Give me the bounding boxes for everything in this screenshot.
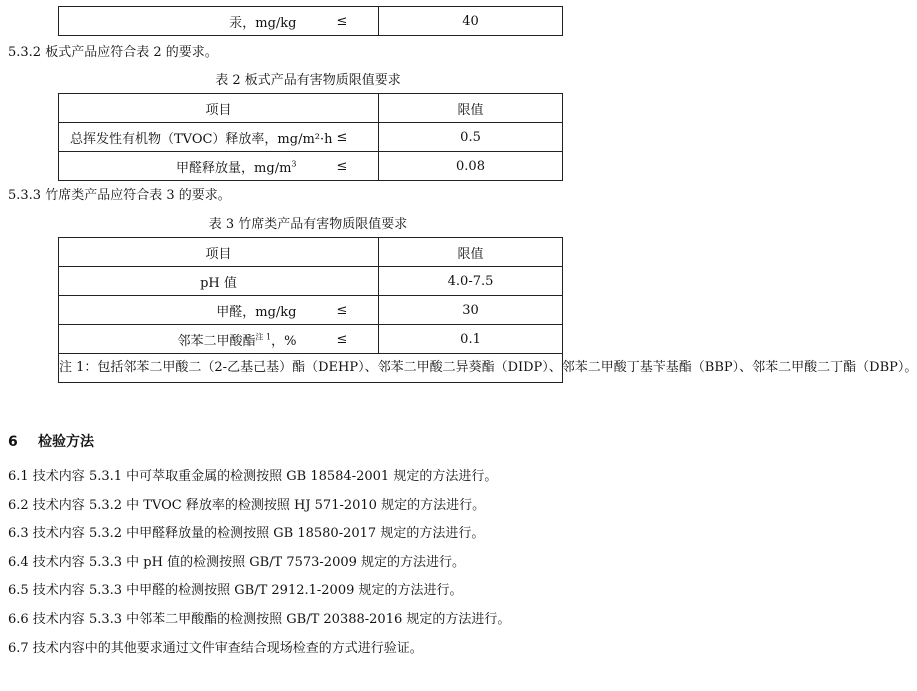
table-cell-value: 0.5 xyxy=(379,123,563,152)
table-row xyxy=(59,152,563,181)
list-item: 6.6 技术内容 5.3.3 中邻苯二甲酸酯的检测按照 GB/T 20388-2016 规定的方法进行。 xyxy=(8,612,511,627)
list-item: 6.1 技术内容 5.3.1 中可萃取重金属的检测按照 GB 18584-2001 规定的方法进行。 xyxy=(8,469,498,484)
section-number: 6 xyxy=(8,434,18,450)
header-limit: 限值 xyxy=(379,238,563,267)
table-3 xyxy=(58,237,917,383)
table-header-row xyxy=(59,238,563,267)
section-6-heading xyxy=(8,431,94,451)
header-item: 项目 xyxy=(59,94,379,123)
header-limit: 限值 xyxy=(379,94,563,123)
table-cell-item: pH 值 xyxy=(59,267,379,296)
table-row xyxy=(59,123,563,152)
section-5-3-3-text: 5.3.3 竹席类产品应符合表 3 的要求。 xyxy=(8,188,231,203)
table-cell-value: 30 xyxy=(379,296,563,325)
list-item: 6.7 技术内容中的其他要求通过文件审查结合现场检查的方式进行验证。 xyxy=(8,641,423,656)
table-2-caption: 表 2 板式产品有害物质限值要求 xyxy=(215,73,401,88)
table-cell-item: 总挥发性有机物（TVOC）释放率，mg/m²·h xyxy=(59,123,337,152)
table-cell-operator: ≤ xyxy=(337,296,379,325)
table-note: 注 1：包括邻苯二甲酸二（2-乙基己基）酯（DEHP）、邻苯二甲酸二异葵酯（DIDP）、邻苯二甲酸丁基苄基酯（BBP）、邻苯二甲酸二丁酯（DBP）。 xyxy=(59,354,563,383)
section-5-3-2-text: 5.3.2 板式产品应符合表 2 的要求。 xyxy=(8,45,218,60)
footnote-ref: 注 1 xyxy=(255,332,272,342)
item-text: 甲醛释放量，mg/m xyxy=(176,160,292,176)
item-suffix: ，% xyxy=(271,333,297,349)
table-header-row xyxy=(59,94,563,123)
table-cell-operator: ≤ xyxy=(337,7,379,36)
list-item: 6.2 技术内容 5.3.2 中 TVOC 释放率的检测按照 HJ 571-2010 规定的方法进行。 xyxy=(8,498,486,513)
list-item: 6.3 技术内容 5.3.2 中甲醛释放量的检测按照 GB 18580-2017 规定的方法进行。 xyxy=(8,526,485,541)
table-note-row xyxy=(59,354,563,383)
list-item: 6.4 技术内容 5.3.3 中 pH 值的检测按照 GB/T 7573-2009 规定的方法进行。 xyxy=(8,555,466,570)
table-cell-operator: ≤ xyxy=(337,123,379,152)
table-cell-item: 甲醛，mg/kg xyxy=(59,296,337,325)
table-cell-value: 0.1 xyxy=(379,325,563,354)
table-row xyxy=(59,296,563,325)
table-cell-value: 40 xyxy=(379,7,563,36)
table-row xyxy=(59,7,563,36)
superscript: 3 xyxy=(291,159,297,169)
table-cell-item xyxy=(59,152,337,181)
table-cell-operator: ≤ xyxy=(337,325,379,354)
table-cell-item: 汞，mg/kg xyxy=(59,7,337,36)
table-cell-value: 4.0-7.5 xyxy=(379,267,563,296)
list-item: 6.5 技术内容 5.3.3 中甲醛的检测按照 GB/T 2912.1-2009 规定的方法进行。 xyxy=(8,583,463,598)
table-row xyxy=(59,267,563,296)
item-text: 邻苯二甲酸酯 xyxy=(177,333,256,349)
section-title: 检验方法 xyxy=(38,434,94,450)
table-3-caption: 表 3 竹席类产品有害物质限值要求 xyxy=(208,217,408,232)
table-2 xyxy=(58,93,563,181)
table-cell-value: 0.08 xyxy=(379,152,563,181)
table-row xyxy=(59,325,563,354)
table-cell-item xyxy=(59,325,337,354)
table-1 xyxy=(58,6,563,36)
header-item: 项目 xyxy=(59,238,379,267)
table-cell-operator: ≤ xyxy=(337,152,379,181)
